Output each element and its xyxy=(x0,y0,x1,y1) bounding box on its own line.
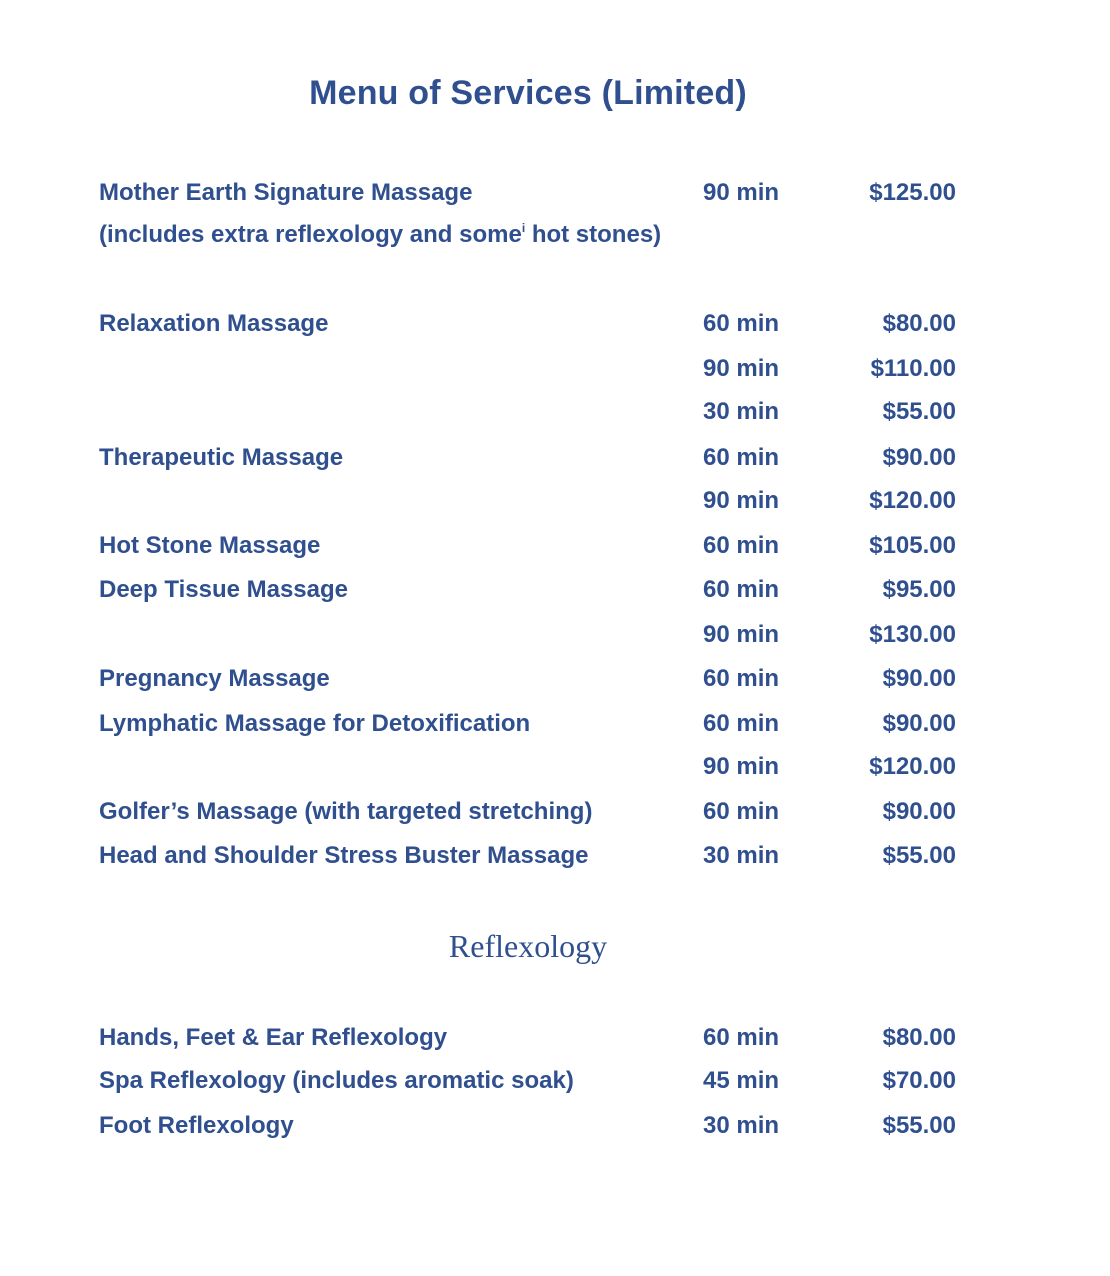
service-price: $120.00 xyxy=(869,487,956,514)
service-duration: 60 min xyxy=(703,532,780,559)
service-duration: 90 min xyxy=(703,487,780,514)
signature-note-text: (includes extra reflexology and some xyxy=(99,221,522,248)
service-duration: 90 min xyxy=(703,179,780,206)
service-row xyxy=(99,1023,959,1053)
service-row xyxy=(99,486,959,516)
service-duration: 60 min xyxy=(703,1024,780,1051)
service-name: Lymphatic Massage for Detoxification xyxy=(99,710,531,737)
service-row xyxy=(99,354,959,384)
service-row xyxy=(99,1066,959,1096)
service-price: $110.00 xyxy=(870,355,956,382)
service-row xyxy=(99,397,959,427)
service-price: $90.00 xyxy=(882,710,956,737)
service-name: Spa Reflexology (includes aromatic soak) xyxy=(99,1067,574,1094)
service-row xyxy=(99,797,959,827)
service-duration: 30 min xyxy=(703,398,780,425)
service-duration: 30 min xyxy=(703,842,780,869)
service-duration: 60 min xyxy=(703,310,780,337)
service-name: Golfer’s Massage (with targeted stretching) xyxy=(99,798,593,825)
service-price: $80.00 xyxy=(882,310,956,337)
service-name: Therapeutic Massage xyxy=(99,444,344,471)
signature-note xyxy=(99,220,661,250)
service-duration: 90 min xyxy=(703,621,780,648)
service-row xyxy=(99,620,959,650)
service-row xyxy=(99,531,959,561)
service-price: $55.00 xyxy=(882,842,956,869)
service-price: $80.00 xyxy=(882,1024,956,1051)
service-price: $90.00 xyxy=(882,665,956,692)
service-row xyxy=(99,309,959,339)
service-price: $90.00 xyxy=(882,798,956,825)
service-name: Hands, Feet & Ear Reflexology xyxy=(99,1024,448,1051)
service-name: Deep Tissue Massage xyxy=(99,576,349,603)
service-row xyxy=(99,1111,959,1141)
service-duration: 60 min xyxy=(703,576,780,603)
service-name: Head and Shoulder Stress Buster Massage xyxy=(99,842,589,869)
service-duration: 60 min xyxy=(703,798,780,825)
signature-note-text-end: hot stones) xyxy=(525,221,662,248)
service-price: $55.00 xyxy=(882,398,956,425)
service-name: Foot Reflexology xyxy=(99,1112,294,1139)
service-name: Hot Stone Massage xyxy=(99,532,321,559)
service-duration: 60 min xyxy=(703,710,780,737)
service-row xyxy=(99,752,959,782)
service-row xyxy=(99,664,959,694)
service-price: $70.00 xyxy=(882,1067,956,1094)
service-price: $130.00 xyxy=(869,621,956,648)
service-row xyxy=(99,709,959,739)
service-name: Pregnancy Massage xyxy=(99,665,330,692)
service-duration: 45 min xyxy=(703,1067,780,1094)
service-row xyxy=(99,575,959,605)
page-title: Menu of Services (Limited) xyxy=(309,74,747,112)
service-duration: 60 min xyxy=(703,665,780,692)
service-name: Mother Earth Signature Massage xyxy=(99,179,473,206)
service-row xyxy=(99,841,959,871)
service-price: $120.00 xyxy=(869,753,956,780)
footnote-marker: i xyxy=(521,221,526,235)
section-heading-reflexology: Reflexology xyxy=(448,928,608,964)
service-duration: 30 min xyxy=(703,1112,780,1139)
service-price: $105.00 xyxy=(869,532,956,559)
service-price: $90.00 xyxy=(882,444,956,471)
service-row xyxy=(99,443,959,473)
service-price: $125.00 xyxy=(869,179,956,206)
service-duration: 90 min xyxy=(703,753,780,780)
service-price: $95.00 xyxy=(882,576,956,603)
service-duration: 90 min xyxy=(703,355,780,382)
service-row-signature xyxy=(99,178,959,208)
service-duration: 60 min xyxy=(703,444,780,471)
service-name: Relaxation Massage xyxy=(99,310,329,337)
service-price: $55.00 xyxy=(882,1112,956,1139)
